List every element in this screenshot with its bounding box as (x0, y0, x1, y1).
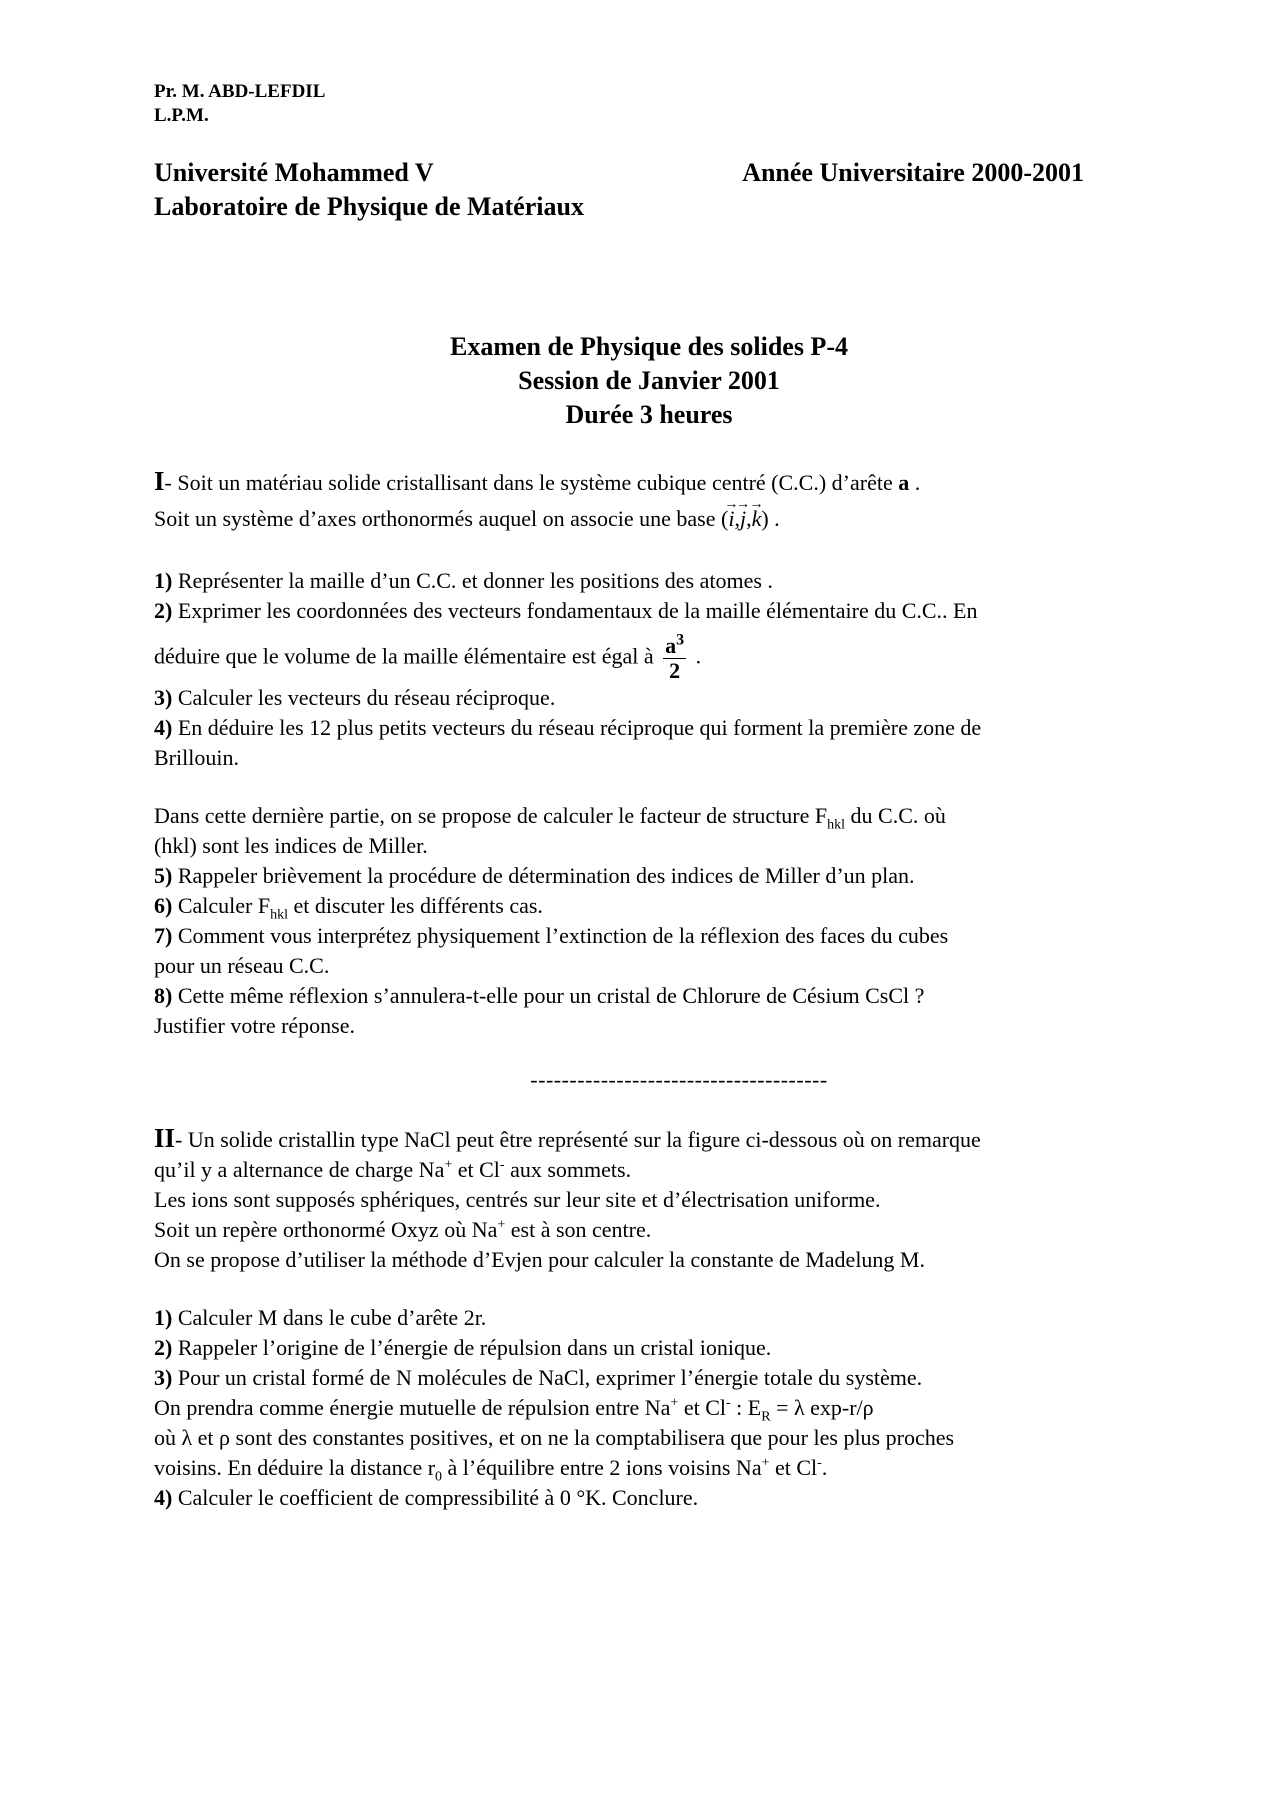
part1-intro-line1: I- Soit un matériau solide cristallisant dans le système cubique centré (C.C.) d’arête a . (154, 466, 921, 496)
part1-intro-structure-cont: (hkl) sont les indices de Miller. (154, 833, 428, 858)
part2-line-5: On se propose d’utiliser la méthode d’Evjen pour calculer la constante de Madelung M. (154, 1247, 925, 1272)
part2-repulsion-energy: On prendra comme énergie mutuelle de répulsion entre Na+ et Cl- : $E_R = \lambda$ exp-r/ρ (154, 1395, 874, 1425)
part2-constants-line: où λ et ρ sont des constantes positives, et on ne la comptabilisera que pour les plus proches (154, 1425, 955, 1450)
part1-question-7: 7) Comment vous interprétez physiquement l’extinction de la réflexion des faces du cubes (154, 923, 949, 948)
laboratory-name: Laboratoire de Physique de Matériaux (154, 192, 584, 221)
part2-question-3: 3) Pour un cristal formé de N molécules de NaCl, exprimer l’énergie totale du système. (154, 1365, 923, 1390)
basis-vector-k: → k (752, 504, 762, 534)
part2-line-4: Soit un repère orthonormé Oxyz où Na+ est à son centre. (154, 1217, 652, 1242)
exam-duration: Durée 3 heures (565, 400, 733, 429)
exam-title: Examen de Physique des solides P-4 (450, 332, 848, 361)
lab-short: L.P.M. (154, 105, 209, 126)
part2-line-3: Les ions sont supposés sphériques, centrés sur leur site et d’électrisation uniforme. (154, 1187, 881, 1212)
part1-question-2-cont: déduire que le volume de la maille élémentaire est égal à $\frac{a^3}{2}$ . (154, 631, 702, 683)
volume-fraction: $\frac{a^3}{2}$ (665, 631, 685, 683)
part1-intro-structure: Dans cette dernière partie, on se propose de calculer le facteur de structure $F_{hkl}$ du C.C. où (154, 803, 946, 833)
part1-question-6: 6) Calculer $F_{hkl}$ et discuter les différents cas. (154, 893, 543, 923)
edge-symbol: a (898, 470, 910, 495)
part1-question-7-cont: pour un réseau C.C. (154, 953, 330, 978)
part2-question-2: 2) Rappeler l’origine de l’énergie de répulsion dans un cristal ionique. (154, 1335, 772, 1360)
part2-line-1: II- Un solide cristallin type NaCl peut être représenté sur la figure ci-dessous où on remarque (154, 1123, 981, 1153)
academic-year: Année Universitaire 2000-2001 (742, 158, 1084, 187)
exam-page (154, 80, 1144, 1513)
part1-question-4: 4) En déduire les 12 plus petits vecteurs du réseau réciproque qui forment la première zone de (154, 715, 982, 740)
part2-equilibrium-line: voisins. En déduire la distance $r_0$ à l’équilibre entre 2 ions voisins Na+ et Cl-. (154, 1455, 828, 1485)
part2-label: II (154, 1123, 176, 1153)
part1-question-1: 1) Représenter la maille d’un C.C. et donner les positions des atomes . (154, 568, 773, 593)
part1-question-8: 8) Cette même réflexion s’annulera-t-elle pour un cristal de Chlorure de Césium CsCl ? (154, 983, 925, 1008)
exam-title-block (154, 330, 1144, 432)
part2-question-1: 1) Calculer M dans le cube d’arête 2r. (154, 1305, 487, 1330)
exam-session: Session de Janvier 2001 (518, 366, 780, 395)
part1-question-5: 5) Rappeler brièvement la procédure de détermination des indices de Miller d’un plan. (154, 863, 915, 888)
part2-line-2: qu’il y a alternance de charge Na+ et Cl- aux sommets. (154, 1157, 632, 1182)
part1-question-3: 3) Calculer les vecteurs du réseau réciproque. (154, 685, 556, 710)
section-separator: -------------------------------------- (530, 1067, 828, 1092)
author-name: Pr. M. ABD-LEFDIL (154, 81, 326, 102)
laboratory-row (154, 190, 1144, 224)
university-name: Université Mohammed V (154, 158, 434, 187)
part2-question-4: 4) Calculer le coefficient de compressibilité à 0 °K. Conclure. (154, 1485, 699, 1510)
part1-intro-line2: Soit un système d’axes orthonormés auquel on associe une base (→ i,→ j,→ k) . (154, 504, 1144, 534)
basis-vector-i: → i (728, 504, 734, 534)
part1-question-4-cont: Brillouin. (154, 745, 239, 770)
basis-vector-j: → j (740, 504, 746, 534)
institution-row (154, 156, 1144, 190)
part1-question-8-cont: Justifier votre réponse. (154, 1013, 355, 1038)
part1-question-2: 2) Exprimer les coordonnées des vecteurs fondamentaux de la maille élémentaire du C.C.. En (154, 598, 978, 623)
part1-label: I (154, 466, 165, 496)
